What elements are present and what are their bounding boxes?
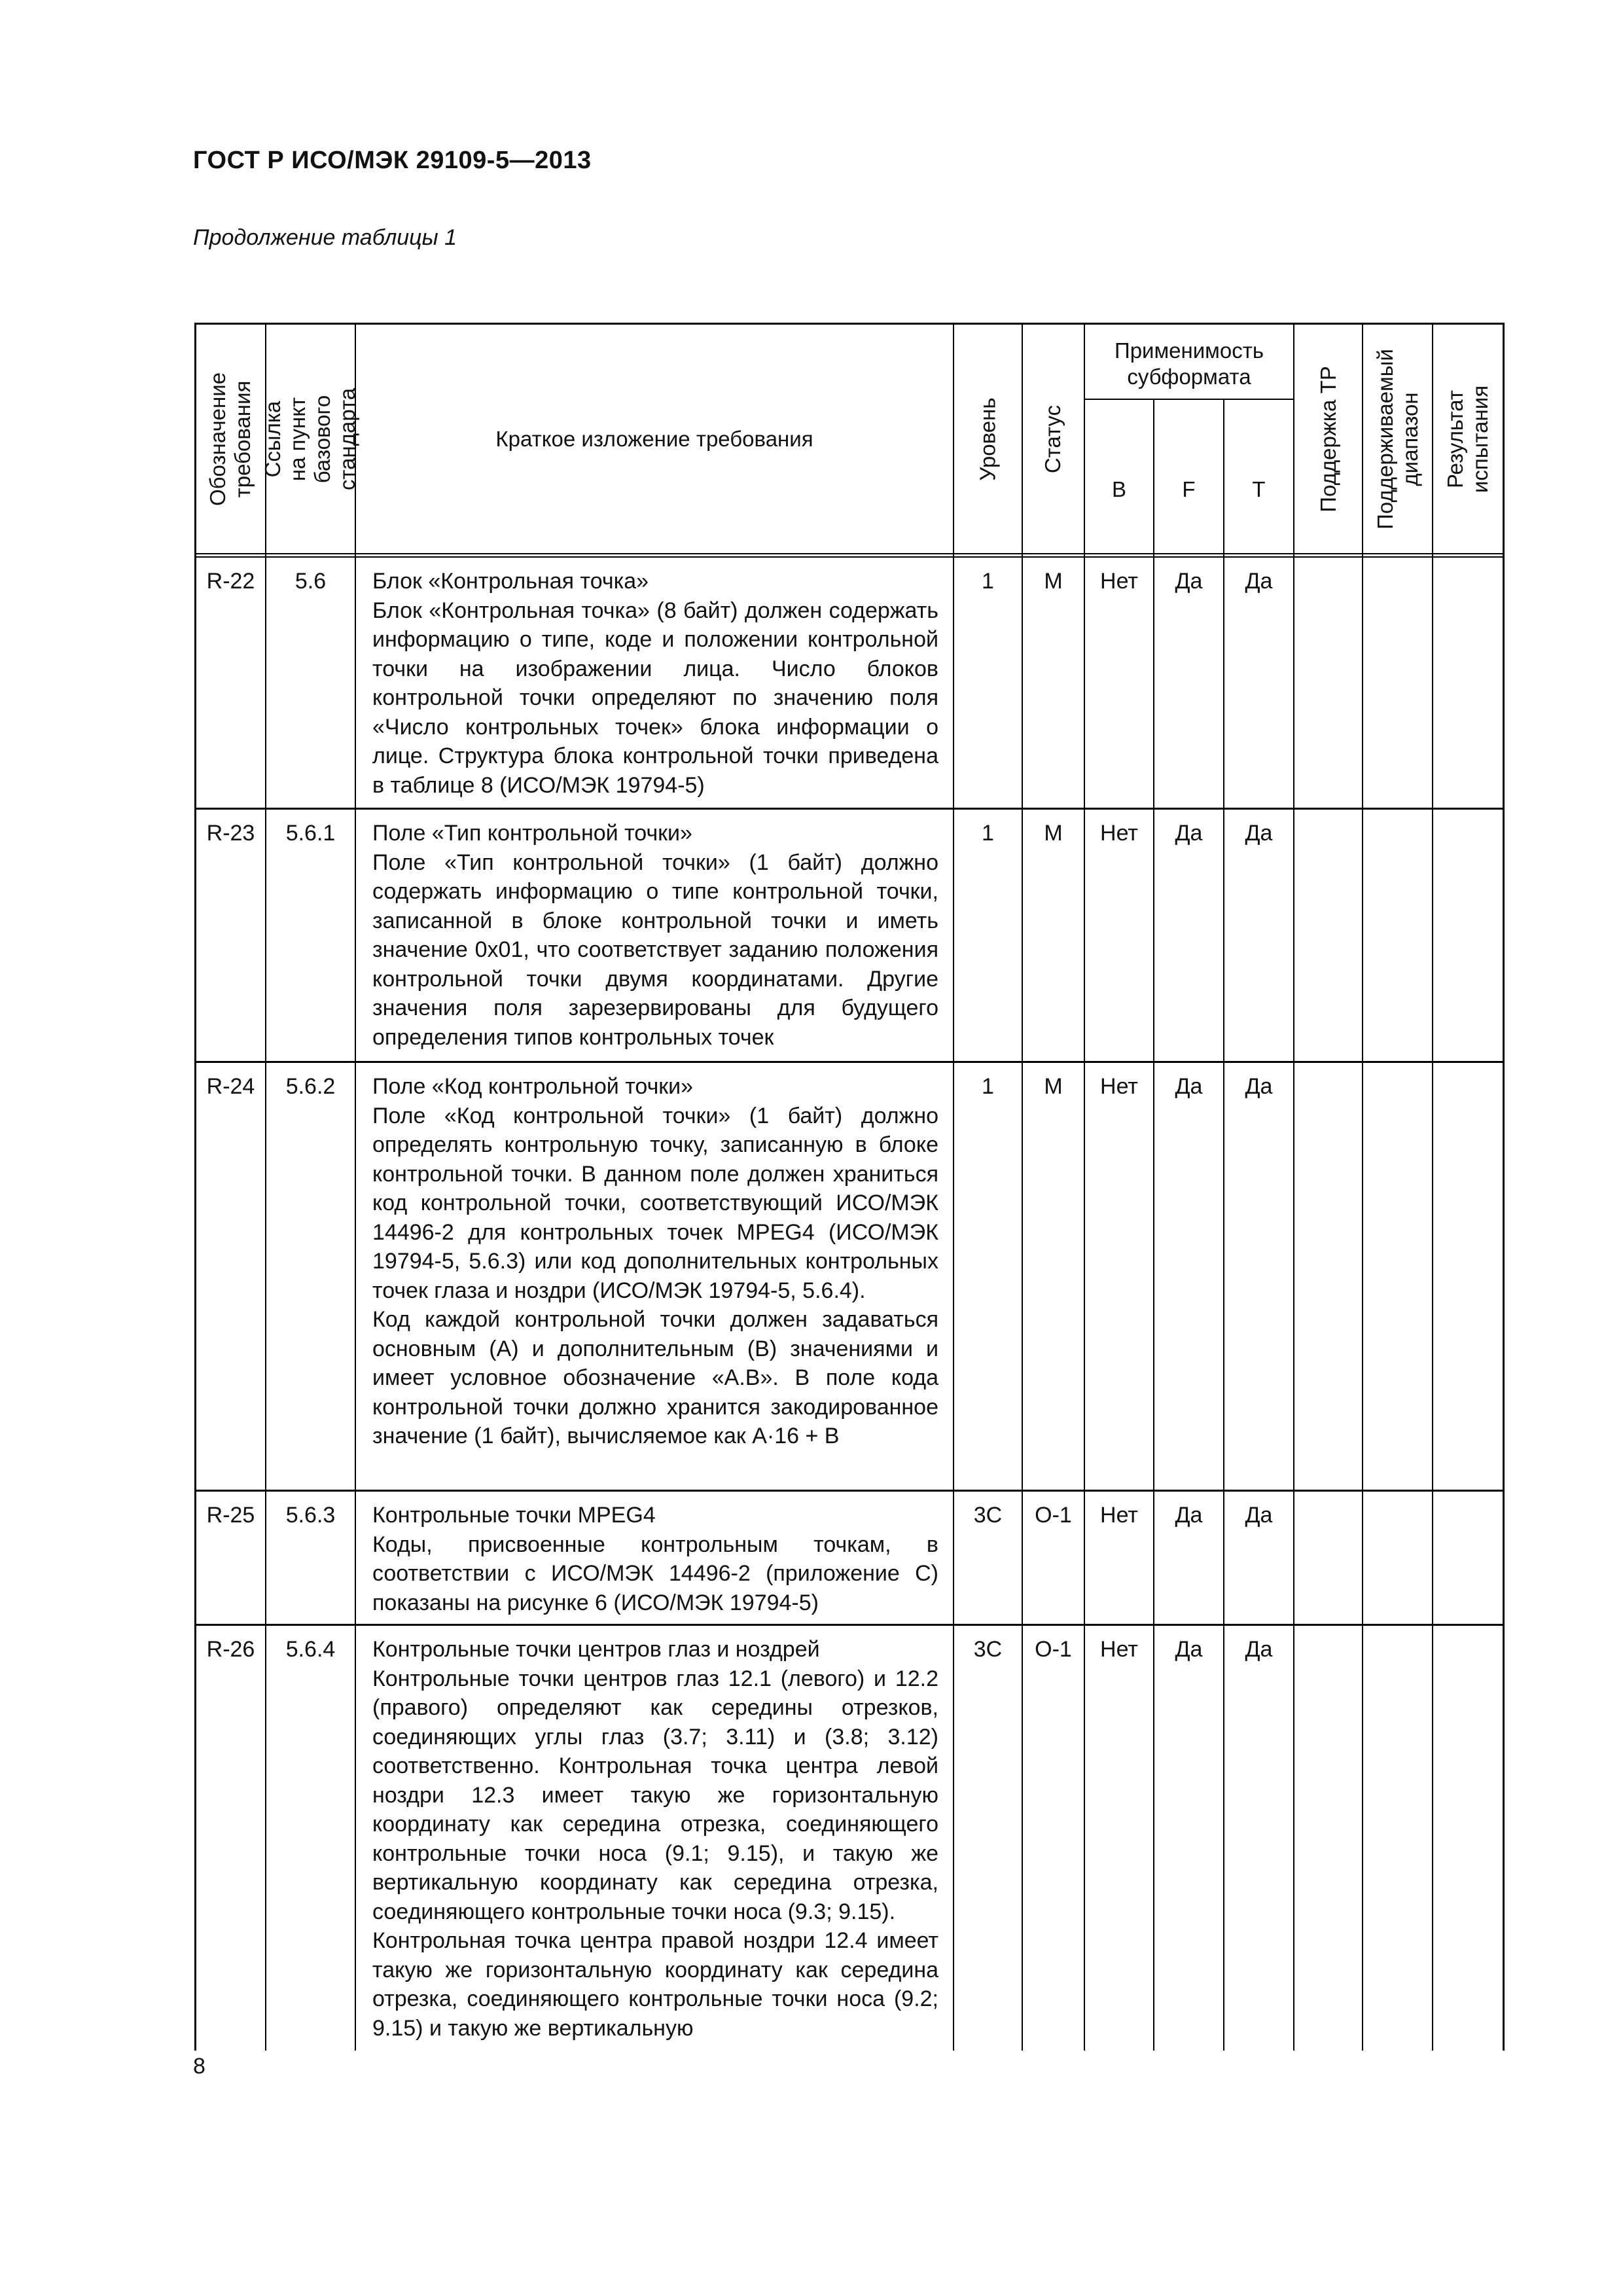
cell-sub-f: Да — [1175, 821, 1203, 846]
header-reference: Ссылка на пункт базового стандарта — [260, 387, 360, 490]
cell-sub-t: Да — [1245, 1637, 1273, 1662]
header-status: Статус — [1041, 404, 1065, 473]
cell-sub-b: Нет — [1100, 1637, 1138, 1662]
cell-status: O-1 — [1035, 1503, 1072, 1528]
cell-level: 1 — [982, 1074, 994, 1099]
cell-status: M — [1044, 569, 1063, 594]
cell-sub-b: Нет — [1100, 1074, 1138, 1099]
cell-designation: R-23 — [206, 821, 255, 846]
cell-level: 1 — [982, 569, 994, 594]
header-sub-t: T — [1252, 477, 1266, 501]
header-applicability: Применимость субформата — [1114, 338, 1264, 389]
cell-status: O-1 — [1035, 1637, 1072, 1662]
cell-level: 3С — [973, 1637, 1003, 1662]
cell-reference: 5.6.2 — [285, 1074, 336, 1099]
requirements-table — [194, 323, 1505, 2051]
page-number: 8 — [193, 2054, 205, 2079]
header-designation: Обозначение требования — [205, 372, 255, 506]
cell-sub-b: Нет — [1100, 569, 1138, 594]
cell-status: M — [1044, 821, 1063, 846]
header-summary: Краткое изложение требования — [495, 426, 813, 451]
cell-reference: 5.6.4 — [285, 1637, 336, 1662]
header-sub-f: F — [1182, 477, 1196, 501]
cell-sub-f: Да — [1175, 1637, 1203, 1662]
cell-designation: R-22 — [206, 569, 255, 594]
cell-summary: Контрольные точки центров глаз и ноздрей Контрольные точки центров глаз 12.1 (левого) и 12.2 (правого) определяют как середины отрезков, соединяющих углы глаз (3.7; 3.11) и (3.8; 3.12) соответственно. Контрольная точка центра левой ноздри 12.3 имеет такую же горизонтальную координату как середина отрезка, соединяющего контрольные точки носа (9.1; 9.15), и такую же вертикальную координату как середина отрезка, соединяющего контрольные точки носа (9.3; 9.15). Контрольная точка центра правой ноздри 12.4 имеет такую же горизонтальную координату как середина отрезка, соединяющего контрольные точки носа (9.2; 9.15) и такую же вертикальную — [372, 1637, 938, 2041]
header-level: Уровень — [975, 397, 1000, 481]
cell-sub-t: Да — [1245, 569, 1273, 594]
header-test-result: Результат испытания — [1443, 385, 1492, 493]
cell-sub-b: Нет — [1100, 821, 1138, 846]
cell-status: M — [1044, 1074, 1063, 1099]
cell-reference: 5.6.3 — [285, 1503, 336, 1528]
cell-sub-t: Да — [1245, 1074, 1273, 1099]
cell-summary: Поле «Тип контрольной точки» Поле «Тип контрольной точки» (1 байт) должно содержать информацию о типе контрольной точки, записанной в блоке контрольной точки и иметь значение 0x01, что соответствует заданию положения контрольной точки двумя координатами. Другие значения поля зарезервированы для будущего определения типов контрольных точек — [372, 821, 938, 1050]
cell-reference: 5.6.1 — [285, 821, 336, 846]
cell-sub-f: Да — [1175, 569, 1203, 594]
cell-sub-b: Нет — [1100, 1503, 1138, 1528]
table-caption: Продолжение таблицы 1 — [193, 225, 457, 250]
cell-summary: Поле «Код контрольной точки» Поле «Код контрольной точки» (1 байт) должно определять контрольную точку, записанную в блоке контрольной точки. В данном поле должен храниться код контрольной точки, соответствующий ИСО/МЭК 14496-2 для контрольных точек MPEG4 (ИСО/МЭК 19794-5, 5.6.3) или код дополнительных контрольных точек глаза и ноздри (ИСО/МЭК 19794-5, 5.6.4). Код каждой контрольной точки должен задаваться основным (А) и дополнительным (В) значениями и имеет условное обозначение «А.В». В поле кода контрольной точки должно хранится закодированное значение (1 байт), вычисляемое как А·16 + В — [372, 1074, 938, 1448]
cell-designation: R-25 — [206, 1503, 255, 1528]
cell-summary: Блок «Контрольная точка» Блок «Контрольная точка» (8 байт) должен содержать информацию о типе, коде и положении контрольной точки на изображении лица. Число блоков контрольной точки определяют по значению поля «Число контрольных точек» блока информации о лице. Структура блока контрольной точки приведена в таблице 8 (ИСО/МЭК 19794-5) — [372, 569, 938, 798]
cell-level: 3С — [973, 1503, 1003, 1528]
cell-sub-t: Да — [1245, 821, 1273, 846]
header-supported-range: Поддерживаемый диапазон — [1372, 348, 1422, 529]
cell-reference: 5.6 — [294, 569, 327, 594]
cell-designation: R-24 — [206, 1074, 255, 1099]
header-sub-b: B — [1111, 477, 1126, 501]
document-title: ГОСТ Р ИСО/МЭК 29109-5—2013 — [193, 147, 592, 174]
cell-summary: Контрольные точки MPEG4 Коды, присвоенные контрольным точкам, в соответствии с ИСО/МЭК 14496-2 (приложение С) показаны на рисунке 6 (ИСО/МЭК 19794-5) — [372, 1503, 938, 1615]
cell-designation: R-26 — [206, 1637, 255, 1662]
cell-sub-f: Да — [1175, 1503, 1203, 1528]
cell-sub-t: Да — [1245, 1503, 1273, 1528]
cell-level: 1 — [982, 821, 994, 846]
header-tr-support: Поддержка ТР — [1315, 365, 1340, 512]
cell-sub-f: Да — [1175, 1074, 1203, 1099]
